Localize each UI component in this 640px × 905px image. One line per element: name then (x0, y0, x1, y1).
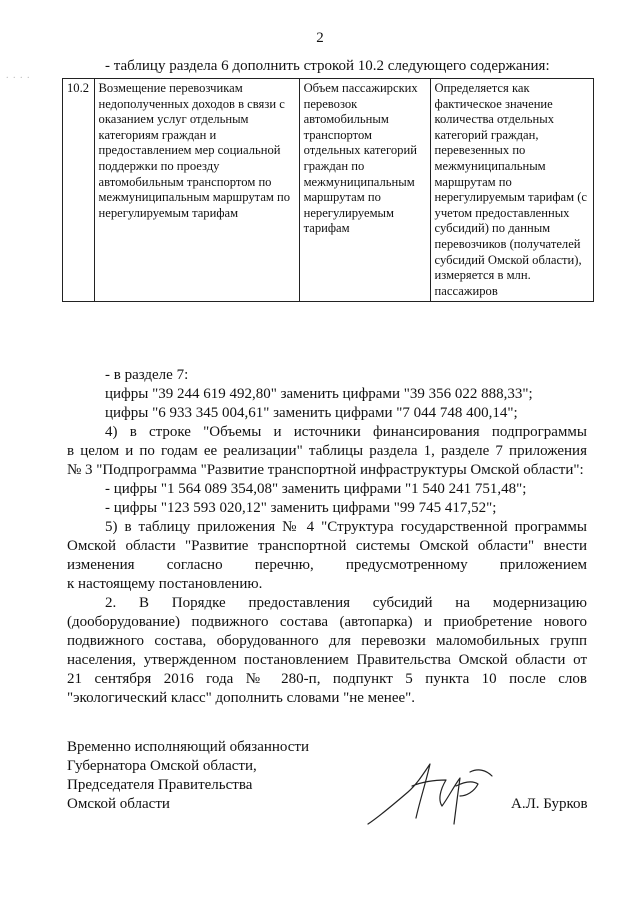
body-line: в целом и по годам ее реализации" таблицы раздела 1, разделе 7 приложения (67, 443, 587, 459)
body-line: "экологический класс" дополнить словами "не менее". (67, 690, 416, 706)
body-line: цифры "6 933 345 004,61" заменить цифрами "7 044 748 400,14"; (105, 405, 518, 421)
row-method-cell: Определяется как фактическое значение количества отдельных категорий граждан, перевезенных по межмуниципальным маршрутам по нерегулируемым тарифам (с учетом предоставленных субсидий) по данным перевозчиков (получателей субсидий Омской области), измеряется в млн. пассажиров (430, 79, 593, 302)
body-line: к настоящему постановлению. (67, 576, 263, 592)
signature-title-line: Председателя Правительства (67, 777, 253, 793)
margin-mark: . . . . (6, 70, 31, 81)
body-line: 4) в строке "Объемы и источники финансирования подпрограммы (105, 424, 587, 440)
row-name-cell: Возмещение перевозчикам недополученных доходов в связи с оказанием услуг отдельным категориям граждан и предоставлением мер социальной поддержки по проезду автомобильным транспортом по межмуниципальным маршрутам по нерегулируемым тарифам (94, 79, 299, 302)
body-line: 21 сентября 2016 года № 280-п, подпункт 5 пункта 10 после слов (67, 671, 587, 687)
body-line: - цифры "1 564 089 354,08" заменить цифрами "1 540 241 751,48"; (105, 481, 527, 497)
body-line: Омской области "Развитие транспортной системы Омской области" внести (67, 538, 587, 554)
signer-name: А.Л. Бурков (511, 796, 588, 812)
body-line: населения, утвержденном постановлением Правительства Омской области от (67, 652, 587, 668)
signature-title-line: Губернатора Омской области, (67, 758, 257, 774)
body-line: - в разделе 7: (105, 367, 189, 383)
insert-table (62, 78, 594, 302)
body-line: цифры "39 244 619 492,80" заменить цифрами "39 356 022 888,33"; (105, 386, 533, 402)
signature-title-line: Омской области (67, 796, 170, 812)
row-indicator-cell: Объем пассажирских перевозок автомобильным транспортом отдельных категорий граждан по межмуниципальным маршрутам по нерегулируемым тарифам (299, 79, 430, 302)
body-line: № 3 "Подпрограмма "Развитие транспортной инфраструктуры Омской области": (67, 462, 584, 478)
body-line: (дооборудование) подвижного состава (автопарка) и приобретение нового (67, 614, 587, 630)
body-line: 5) в таблицу приложения № 4 "Структура государственной программы (105, 519, 587, 535)
body-line: подвижного состава, оборудованного для перевозки маломобильных групп (67, 633, 587, 649)
body-line: - цифры "123 593 020,12" заменить цифрами "99 745 417,52"; (105, 500, 497, 516)
signature-title-line: Временно исполняющий обязанности (67, 739, 310, 755)
page-number: 2 (316, 30, 324, 46)
body-line: 2. В Порядке предоставления субсидий на модернизацию (105, 595, 587, 611)
row-number-cell: 10.2 (63, 79, 95, 302)
body-line: изменения согласно перечню, предусмотренному приложением (67, 557, 587, 573)
handwritten-signature-icon (360, 752, 500, 832)
table-row (63, 79, 594, 302)
intro-line: - таблицу раздела 6 дополнить строкой 10.2 следующего содержания: (105, 58, 550, 74)
